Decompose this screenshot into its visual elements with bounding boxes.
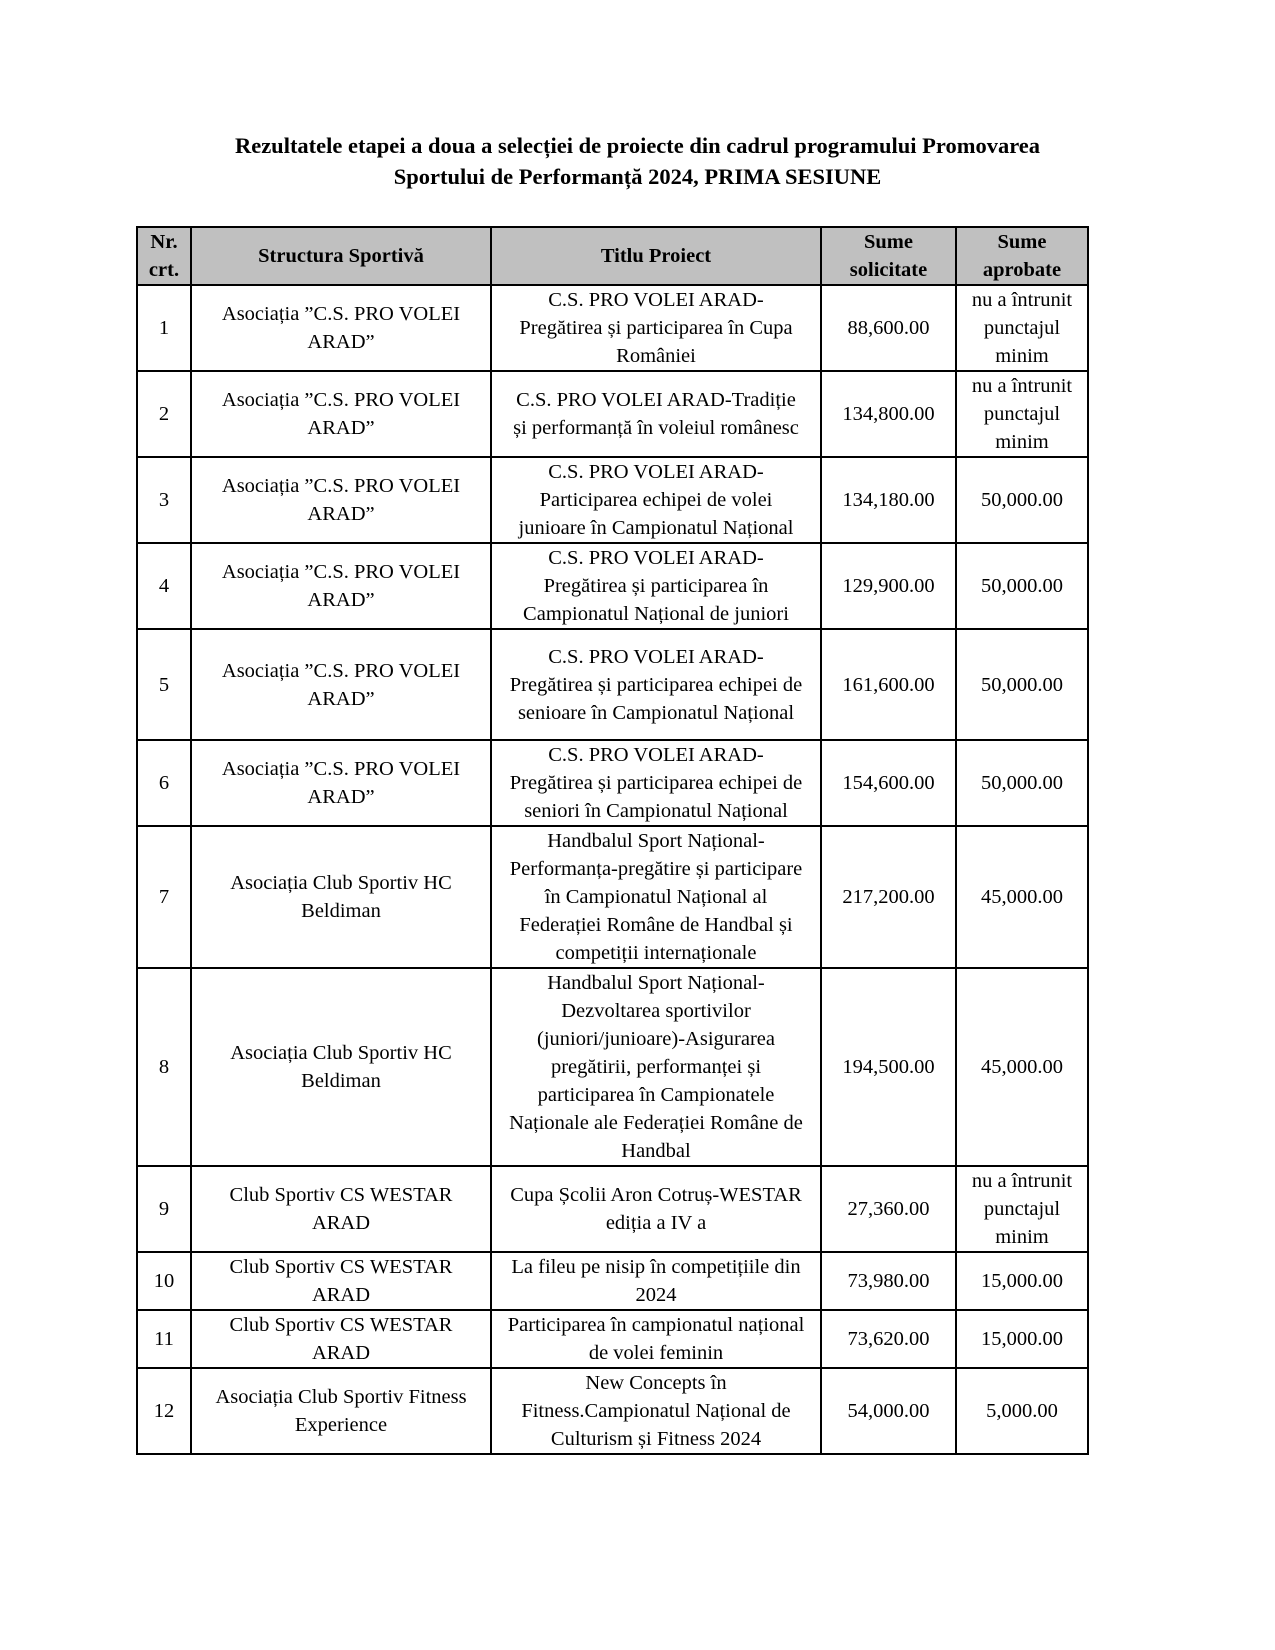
cell-sume-aprobate [956, 629, 1088, 740]
cell-sume-solicitate: 134,800.00 [821, 371, 956, 457]
cell-structura-sportiva-line: Asociația ”C.S. PRO VOLEI [221, 303, 461, 325]
cell-structura-sportiva-line: Club Sportiv CS WESTAR [229, 1314, 453, 1336]
cell-sume-aprobate [956, 1310, 1088, 1368]
cell-titlu-proiect-line: C.S. PRO VOLEI ARAD- [548, 744, 764, 766]
cell-titlu-proiect-line: (juniori/junioare)-Asigurarea [537, 1028, 775, 1050]
cell-titlu-proiect [491, 371, 821, 457]
cell-nr-crt: 3 [137, 457, 191, 543]
table-row [137, 285, 1088, 371]
cell-structura-sportiva-line: ARAD [311, 1284, 371, 1306]
cell-nr-crt: 7 [137, 826, 191, 968]
cell-nr-crt: 4 [137, 543, 191, 629]
table-row [137, 1252, 1088, 1310]
cell-sume-solicitate: 161,600.00 [821, 629, 956, 740]
table-row [137, 1310, 1088, 1368]
table-row [137, 371, 1088, 457]
table-row [137, 629, 1088, 740]
cell-structura-sportiva-line: Beldiman [301, 900, 381, 922]
cell-sume-solicitate: 88,600.00 [821, 285, 956, 371]
cell-titlu-proiect-line: Cupa Școlii Aron Cotruș-WESTAR [510, 1184, 802, 1206]
cell-nr-crt: 8 [137, 968, 191, 1166]
cell-titlu-proiect-line: competiții internaționale [555, 942, 757, 964]
cell-sume-aprobate [956, 740, 1088, 826]
cell-titlu-proiect-line: în Campionatul Național al [544, 886, 768, 908]
cell-titlu-proiect-line: Handbal [621, 1140, 691, 1162]
table-row [137, 968, 1088, 1166]
cell-nr-crt: 11 [137, 1310, 191, 1368]
cell-titlu-proiect [491, 1310, 821, 1368]
cell-titlu-proiect-line: senioare în Campionatul Național [517, 701, 795, 724]
header-titlu-proiect: Titlu Proiect [491, 227, 821, 285]
results-table [136, 226, 1089, 1455]
cell-titlu-proiect-line: Pregătirea și participarea echipei de [509, 673, 803, 696]
cell-titlu-proiect-line: României [616, 345, 696, 367]
cell-sume-aprobate-line: punctajul [983, 403, 1061, 425]
table-row [137, 826, 1088, 968]
cell-structura-sportiva-line: Club Sportiv CS WESTAR [229, 1184, 453, 1206]
cell-sume-solicitate: 73,620.00 [821, 1310, 956, 1368]
cell-titlu-proiect-line: Campionatul Național de juniori [523, 603, 789, 625]
cell-sume-aprobate [956, 1368, 1088, 1454]
cell-titlu-proiect-line: Pregătirea și participarea în [543, 575, 769, 597]
cell-structura-sportiva-line: Club Sportiv CS WESTAR [229, 1256, 453, 1278]
cell-structura-sportiva [191, 1368, 491, 1454]
cell-structura-sportiva-line: Asociația Club Sportiv Fitness [215, 1386, 467, 1408]
table-row [137, 457, 1088, 543]
title-line-2: Sportului de Performanță 2024, PRIMA SESIUNE [393, 164, 882, 189]
cell-sume-aprobate-line: 50,000.00 [981, 489, 1063, 511]
cell-structura-sportiva [191, 543, 491, 629]
cell-structura-sportiva-line: Beldiman [301, 1070, 381, 1092]
cell-titlu-proiect-line: Culturism și Fitness 2024 [550, 1428, 762, 1450]
cell-titlu-proiect-line: Performanța-pregătire și participare [509, 858, 803, 880]
cell-titlu-proiect-line: 2024 [635, 1284, 677, 1306]
page-title [130, 130, 1145, 192]
cell-nr-crt: 10 [137, 1252, 191, 1310]
cell-structura-sportiva [191, 968, 491, 1166]
cell-sume-solicitate: 54,000.00 [821, 1368, 956, 1454]
cell-structura-sportiva-line: Asociația Club Sportiv HC [230, 872, 452, 894]
cell-nr-crt: 12 [137, 1368, 191, 1454]
cell-titlu-proiect [491, 1166, 821, 1252]
cell-titlu-proiect-line: Participarea în campionatul național [507, 1314, 805, 1336]
cell-titlu-proiect [491, 629, 821, 740]
cell-sume-aprobate-line: minim [995, 431, 1049, 453]
cell-sume-aprobate-line: punctajul [983, 317, 1061, 339]
cell-structura-sportiva-line: Asociația ”C.S. PRO VOLEI [221, 561, 461, 583]
cell-sume-aprobate-line: 45,000.00 [981, 886, 1063, 908]
table-header-row [137, 227, 1088, 285]
cell-sume-aprobate-line: nu a întrunit [971, 375, 1073, 397]
cell-sume-aprobate-line: 50,000.00 [981, 673, 1063, 696]
cell-titlu-proiect [491, 968, 821, 1166]
table-row [137, 1368, 1088, 1454]
cell-titlu-proiect-line: Participarea echipei de volei [539, 489, 773, 511]
cell-structura-sportiva [191, 740, 491, 826]
cell-structura-sportiva-line: ARAD” [307, 589, 375, 611]
cell-titlu-proiect [491, 285, 821, 371]
cell-sume-aprobate-line: 15,000.00 [981, 1270, 1063, 1292]
table-row [137, 740, 1088, 826]
cell-sume-solicitate: 217,200.00 [821, 826, 956, 968]
cell-sume-aprobate [956, 826, 1088, 968]
cell-titlu-proiect [491, 543, 821, 629]
cell-sume-aprobate [956, 457, 1088, 543]
cell-structura-sportiva [191, 371, 491, 457]
cell-titlu-proiect-line: La fileu pe nisip în competițiile din [511, 1256, 801, 1278]
cell-structura-sportiva-line: Asociația Club Sportiv HC [230, 1042, 452, 1064]
cell-structura-sportiva-line: ARAD [311, 1342, 371, 1364]
cell-sume-aprobate-line: nu a întrunit [971, 289, 1073, 311]
cell-sume-solicitate: 129,900.00 [821, 543, 956, 629]
cell-titlu-proiect-line: C.S. PRO VOLEI ARAD- [548, 547, 764, 569]
cell-titlu-proiect-line: Federației Române de Handbal și [519, 914, 793, 936]
table-row [137, 1166, 1088, 1252]
cell-titlu-proiect-line: Pregătirea și participarea echipei de [509, 772, 803, 794]
cell-titlu-proiect-line: C.S. PRO VOLEI ARAD-Tradiție [516, 389, 796, 411]
cell-titlu-proiect-line: pregătirii, performanței și [550, 1056, 762, 1078]
cell-sume-aprobate-line: 50,000.00 [981, 772, 1063, 794]
cell-titlu-proiect-line: junioare în Campionatul Național [518, 517, 794, 539]
cell-titlu-proiect-line: participarea în Campionatele [537, 1084, 775, 1106]
cell-nr-crt: 1 [137, 285, 191, 371]
cell-sume-aprobate-line: nu a întrunit [971, 1170, 1073, 1192]
cell-sume-aprobate-line: minim [995, 1226, 1049, 1248]
cell-titlu-proiect-line: Handbalul Sport Național- [547, 830, 765, 852]
cell-structura-sportiva [191, 457, 491, 543]
cell-sume-aprobate [956, 285, 1088, 371]
cell-structura-sportiva [191, 1310, 491, 1368]
title-line-1: Rezultatele etapei a doua a selecției de proiecte din cadrul programului Promovarea [234, 133, 1041, 158]
cell-titlu-proiect-line: și performanță în voleiul românesc [513, 417, 799, 439]
header-nr-crt: Nr. crt. [137, 227, 191, 285]
cell-structura-sportiva-line: Asociația ”C.S. PRO VOLEI [221, 659, 461, 682]
cell-titlu-proiect-line: New Concepts în [585, 1372, 727, 1394]
cell-titlu-proiect [491, 826, 821, 968]
cell-titlu-proiect-line: ediția a IV a [605, 1212, 707, 1234]
cell-sume-aprobate [956, 543, 1088, 629]
cell-titlu-proiect [491, 740, 821, 826]
header-structura-sportiva: Structura Sportivă [191, 227, 491, 285]
header-sume-solicitate: Sume solicitate [821, 227, 956, 285]
cell-sume-aprobate-line: minim [995, 345, 1049, 367]
cell-structura-sportiva [191, 1166, 491, 1252]
table-row [137, 543, 1088, 629]
cell-sume-solicitate: 27,360.00 [821, 1166, 956, 1252]
cell-structura-sportiva [191, 826, 491, 968]
cell-structura-sportiva-line: Asociația ”C.S. PRO VOLEI [221, 758, 461, 780]
cell-titlu-proiect [491, 1368, 821, 1454]
cell-titlu-proiect-line: C.S. PRO VOLEI ARAD- [548, 289, 764, 311]
cell-titlu-proiect [491, 457, 821, 543]
cell-nr-crt: 6 [137, 740, 191, 826]
cell-nr-crt: 5 [137, 629, 191, 740]
cell-sume-aprobate-line: 45,000.00 [981, 1056, 1063, 1078]
cell-titlu-proiect-line: de volei feminin [588, 1342, 724, 1364]
cell-titlu-proiect-line: seniori în Campionatul Național [524, 800, 788, 822]
cell-sume-aprobate-line: punctajul [983, 1198, 1061, 1220]
cell-sume-aprobate [956, 1166, 1088, 1252]
cell-structura-sportiva [191, 629, 491, 740]
cell-sume-aprobate-line: 50,000.00 [981, 575, 1063, 597]
cell-structura-sportiva [191, 1252, 491, 1310]
cell-sume-aprobate-line: 5,000.00 [986, 1400, 1058, 1422]
cell-titlu-proiect-line: Handbalul Sport Național- [547, 972, 765, 994]
header-sume-aprobate: Sume aprobate [956, 227, 1088, 285]
cell-sume-solicitate: 194,500.00 [821, 968, 956, 1166]
cell-structura-sportiva-line: ARAD” [307, 417, 375, 439]
cell-structura-sportiva-line: ARAD” [307, 687, 375, 710]
cell-sume-aprobate [956, 968, 1088, 1166]
cell-structura-sportiva-line: Asociația ”C.S. PRO VOLEI [221, 389, 461, 411]
cell-titlu-proiect-line: C.S. PRO VOLEI ARAD- [548, 461, 764, 483]
cell-titlu-proiect-line: C.S. PRO VOLEI ARAD- [548, 645, 764, 668]
cell-structura-sportiva-line: Experience [294, 1414, 388, 1436]
cell-sume-solicitate: 134,180.00 [821, 457, 956, 543]
cell-sume-aprobate [956, 371, 1088, 457]
cell-sume-solicitate: 154,600.00 [821, 740, 956, 826]
cell-titlu-proiect-line: Naționale ale Federației Române de [509, 1112, 803, 1134]
cell-nr-crt: 2 [137, 371, 191, 457]
cell-structura-sportiva [191, 285, 491, 371]
table-body [137, 285, 1088, 1454]
cell-structura-sportiva-line: Asociația ”C.S. PRO VOLEI [221, 475, 461, 497]
cell-structura-sportiva-line: ARAD” [307, 786, 375, 808]
cell-titlu-proiect-line: Fitness.Campionatul Național de [521, 1400, 791, 1422]
cell-structura-sportiva-line: ARAD” [307, 331, 375, 353]
cell-titlu-proiect-line: Pregătirea și participarea în Cupa [519, 317, 793, 339]
cell-structura-sportiva-line: ARAD [311, 1212, 371, 1234]
cell-titlu-proiect [491, 1252, 821, 1310]
cell-titlu-proiect-line: Dezvoltarea sportivilor [561, 1000, 751, 1022]
cell-sume-aprobate-line: 15,000.00 [981, 1328, 1063, 1350]
cell-structura-sportiva-line: ARAD” [307, 503, 375, 525]
cell-sume-aprobate [956, 1252, 1088, 1310]
cell-nr-crt: 9 [137, 1166, 191, 1252]
cell-sume-solicitate: 73,980.00 [821, 1252, 956, 1310]
